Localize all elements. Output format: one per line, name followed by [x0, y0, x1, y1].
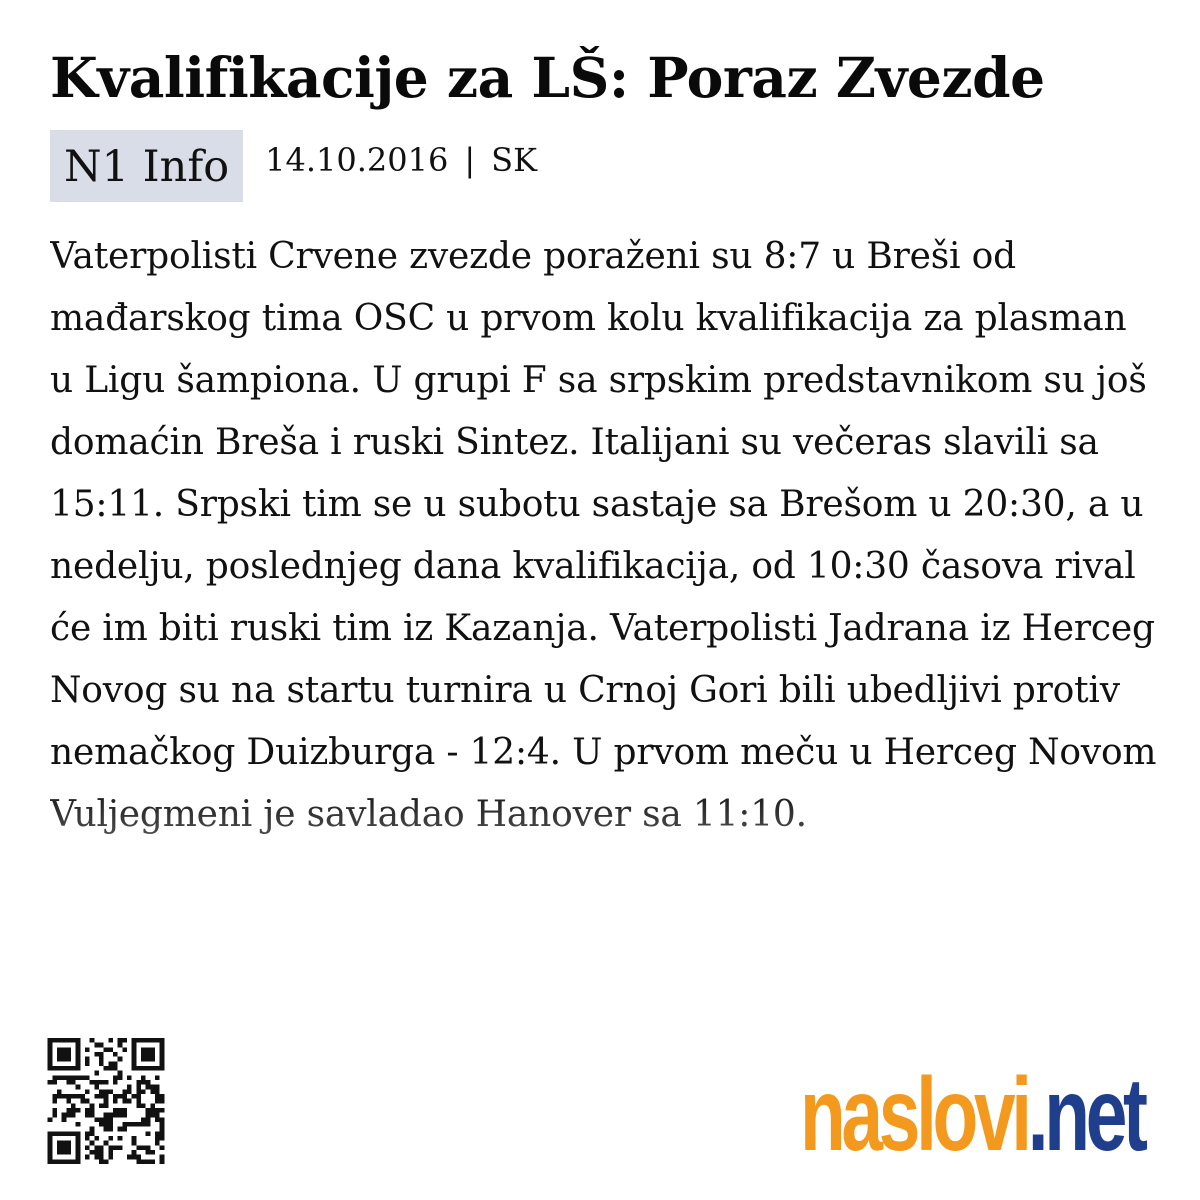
qr-code-icon[interactable]: [47, 1038, 165, 1164]
article-body: Vaterpolisti Crvene zvezde poraženi su 8:7 u Breši od mađarskog tima OSC u prvom kolu kvalifikacija za plasman u Ligu šampiona. U grupi F sa srpskim predstavnikom su još domaćin Breša i ruski Sintez. Italijani su večeras slavili sa 15:11. Srpski tim se u subotu sastaje sa Brešom u 20:30, a u nedelju, poslednjeg dana kvalifikacija, od 10:30 časova rival će im biti ruski tim iz Kazanja. Vaterpolisti Jadrana iz Herceg Novog su na startu turnira u Crnoj Gori bili ubedljivi protiv nemačkog Duizburga - 12:4. U prvom meču u Herceg Novom Vuljegmeni je savladao Hanover sa 11:10.: [50, 226, 1160, 846]
article-title: Kvalifikacije za LŠ: Poraz Zvezde: [50, 45, 1045, 110]
logo-text-naslovi: naslovi: [800, 1057, 1028, 1173]
publish-date: 14.10.2016: [265, 141, 449, 179]
article: [50, 40, 1160, 846]
logo-text-net: .net: [1027, 1057, 1144, 1173]
article-meta: [50, 130, 1160, 204]
source-badge[interactable]: N1 Info: [50, 130, 243, 202]
meta-separator: |: [464, 141, 476, 179]
author: SK: [491, 141, 537, 179]
naslovi-net-logo[interactable]: [800, 1057, 1144, 1173]
meta-line: [265, 134, 537, 186]
